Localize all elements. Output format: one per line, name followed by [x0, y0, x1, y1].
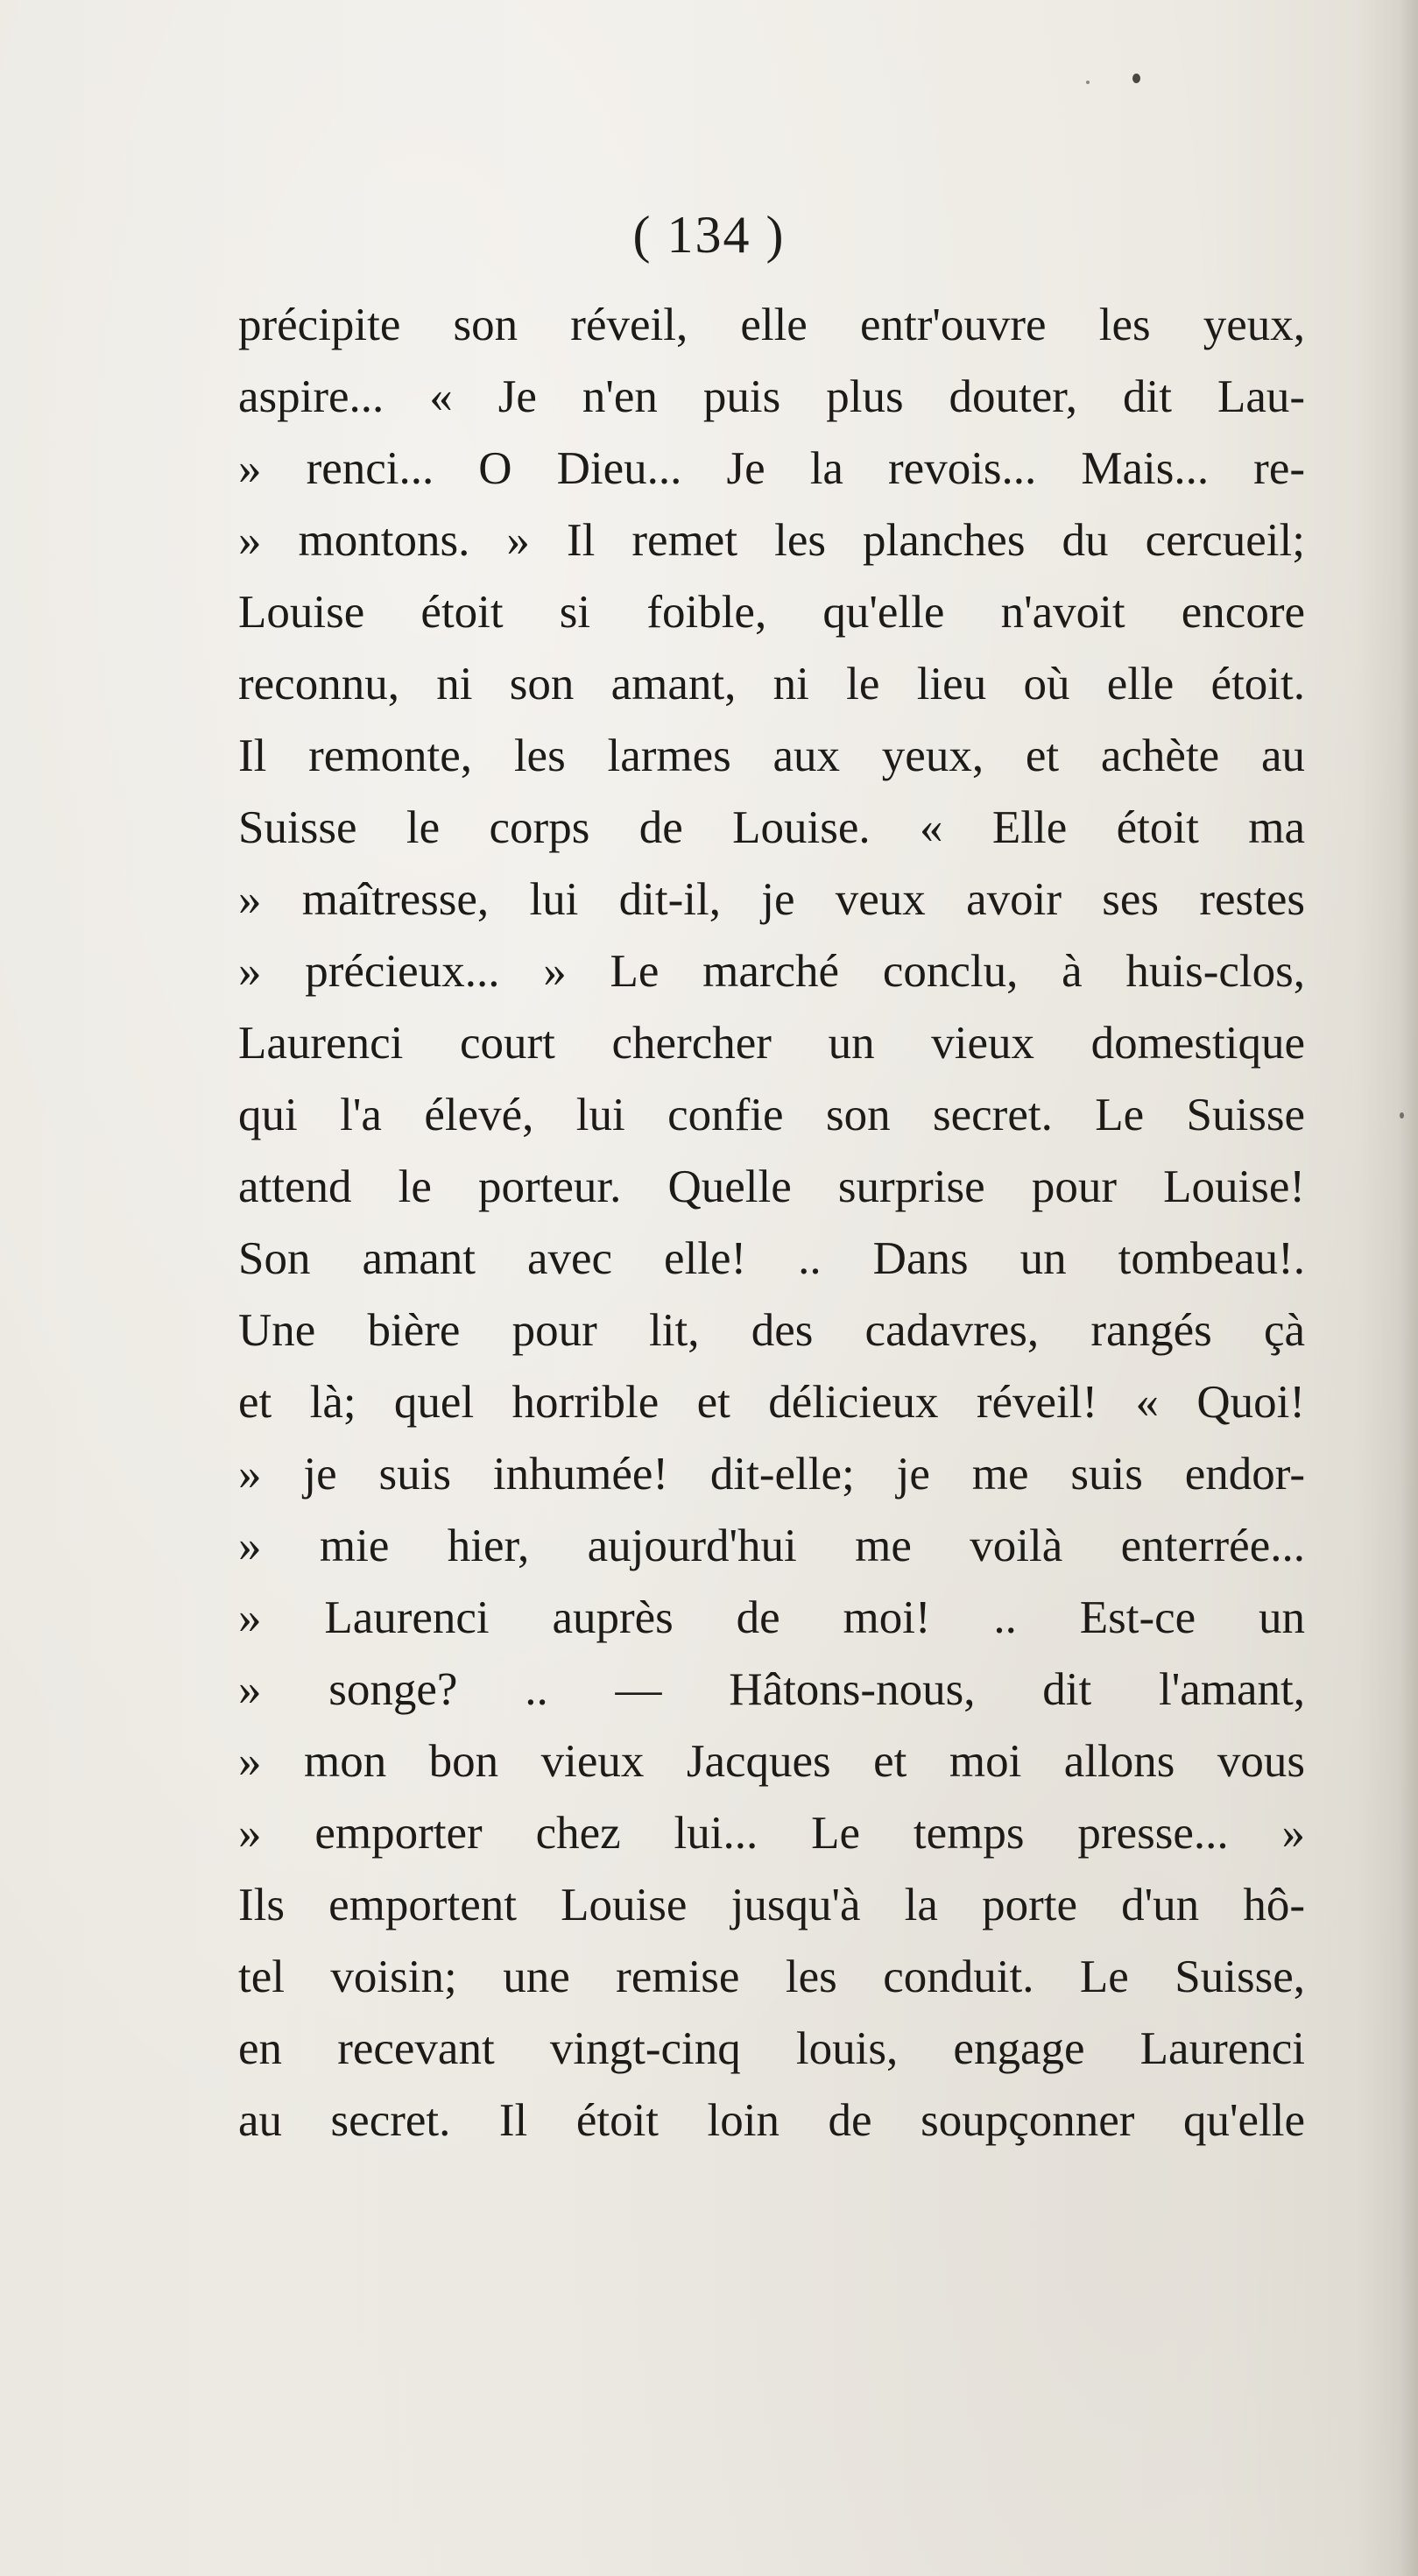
page-number: ( 134 ) — [632, 206, 786, 264]
text-line: Laurenci court chercher un vieux domestique — [238, 1018, 1305, 1069]
text-line: Suisse le corps de Louise. « Elle étoit ma — [238, 802, 1305, 853]
text-line: en recevant vingt-cinq louis, engage Laurenci — [238, 2023, 1305, 2074]
text-line: au secret. Il étoit loin de soupçonner qu'elle — [238, 2095, 1305, 2146]
text-line: » songe? .. — Hâtons-nous, dit l'amant, — [238, 1664, 1305, 1715]
text-line: reconnu, ni son amant, ni le lieu où elle étoit. — [238, 659, 1305, 709]
text-line: précipite son réveil, elle entr'ouvre les yeux, — [238, 300, 1305, 350]
paper-speck — [1086, 81, 1090, 84]
text-line: » précieux... » Le marché conclu, à huis-clos, — [238, 946, 1305, 997]
text-line: tel voisin; une remise les conduit. Le Suisse, — [238, 1951, 1305, 2002]
text-line: Louise étoit si foible, qu'elle n'avoit encore — [238, 587, 1305, 638]
text-line: Une bière pour lit, des cadavres, rangés çà — [238, 1305, 1305, 1356]
text-line: Son amant avec elle! .. Dans un tombeau!. — [238, 1233, 1305, 1284]
text-line: » renci... O Dieu... Je la revois... Mais... re- — [238, 443, 1305, 494]
paper-speck — [1400, 1112, 1404, 1119]
body-text — [238, 289, 1305, 2156]
page-edge-shadow — [1357, 0, 1418, 2576]
text-line: aspire... « Je n'en puis plus douter, dit Lau- — [238, 371, 1305, 422]
text-line: et là; quel horrible et délicieux réveil! « Quoi! — [238, 1377, 1305, 1428]
text-line: qui l'a élevé, lui confie son secret. Le Suisse — [238, 1090, 1305, 1140]
text-line: » Laurenci auprès de moi! .. Est-ce un — [238, 1592, 1305, 1643]
text-line: Il remonte, les larmes aux yeux, et achète au — [238, 730, 1305, 781]
text-line: » je suis inhumée! dit-elle; je me suis endor- — [238, 1449, 1305, 1500]
text-line: attend le porteur. Quelle surprise pour Louise! — [238, 1161, 1305, 1212]
text-line: » emporter chez lui... Le temps presse... » — [238, 1808, 1305, 1859]
text-line: » montons. » Il remet les planches du cercueil; — [238, 515, 1305, 566]
text-line: » maîtresse, lui dit-il, je veux avoir ses restes — [238, 874, 1305, 925]
text-line: » mie hier, aujourd'hui me voilà enterrée... — [238, 1521, 1305, 1571]
text-line: » mon bon vieux Jacques et moi allons vous — [238, 1736, 1305, 1787]
paper-speck — [1132, 74, 1140, 83]
text-line: Ils emportent Louise jusqu'à la porte d'un hô- — [238, 1880, 1305, 1930]
